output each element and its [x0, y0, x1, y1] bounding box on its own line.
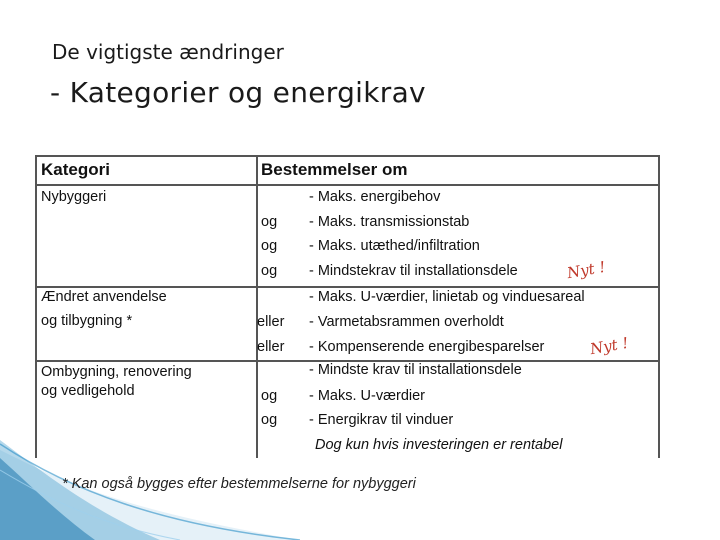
- table-left-rule: [35, 155, 37, 458]
- requirement-text: - Maks. energibehov: [309, 189, 441, 205]
- requirement-text: - Kompenserende energibesparelser: [309, 339, 545, 355]
- nyt-badge: Nyt !: [565, 257, 607, 283]
- row-connector: eller: [257, 339, 285, 355]
- requirement-text: - Energikrav til vinduer: [309, 412, 454, 428]
- category-aendret-line2: og tilbygning *: [41, 313, 133, 329]
- row-connector: eller: [257, 314, 285, 330]
- category-ombygning-line1: Ombygning, renovering: [41, 364, 192, 380]
- category-aendret-line1: Ændret anvendelse: [41, 289, 167, 305]
- category-nybyggeri: Nybyggeri: [41, 189, 107, 205]
- requirement-text: - Mindstekrav til installationsdele: [309, 263, 518, 279]
- header-bestemmelser: Bestemmelser om: [261, 160, 408, 179]
- slide-title: - Kategorier og energikrav: [50, 76, 426, 109]
- requirement-text: - Maks. transmissionstab: [309, 214, 470, 230]
- nyt-badge: Nyt !: [588, 333, 630, 359]
- table-top-rule: [35, 155, 660, 157]
- requirement-text: - Maks. U-værdier: [309, 388, 426, 404]
- table-right-rule: [658, 155, 660, 458]
- requirement-text: - Maks. U-værdier, linietab og vinduesareal: [309, 289, 585, 305]
- column-divider: [256, 155, 258, 458]
- row-connector: og: [261, 263, 278, 279]
- requirement-text: - Mindste krav til installationsdele: [309, 362, 522, 378]
- header-rule: [35, 184, 660, 186]
- requirement-text: - Varmetabsrammen overholdt: [309, 314, 504, 330]
- row-connector: og: [261, 238, 278, 254]
- section-rule-1: [35, 286, 660, 288]
- requirements-table: [35, 155, 660, 458]
- footnote: * Kan også bygges efter bestemmelserne for nybyggeri: [62, 476, 416, 492]
- header-kategori: Kategori: [41, 160, 110, 179]
- row-connector: og: [261, 412, 278, 428]
- row-connector: og: [261, 388, 278, 404]
- category-ombygning-line2: og vedligehold: [41, 383, 135, 399]
- slide-subtitle: De vigtigste ændringer: [52, 40, 284, 64]
- row-connector: og: [261, 214, 278, 230]
- rentabel-note: Dog kun hvis investeringen er rentabel: [315, 437, 563, 453]
- requirement-text: - Maks. utæthed/infiltration: [309, 238, 480, 254]
